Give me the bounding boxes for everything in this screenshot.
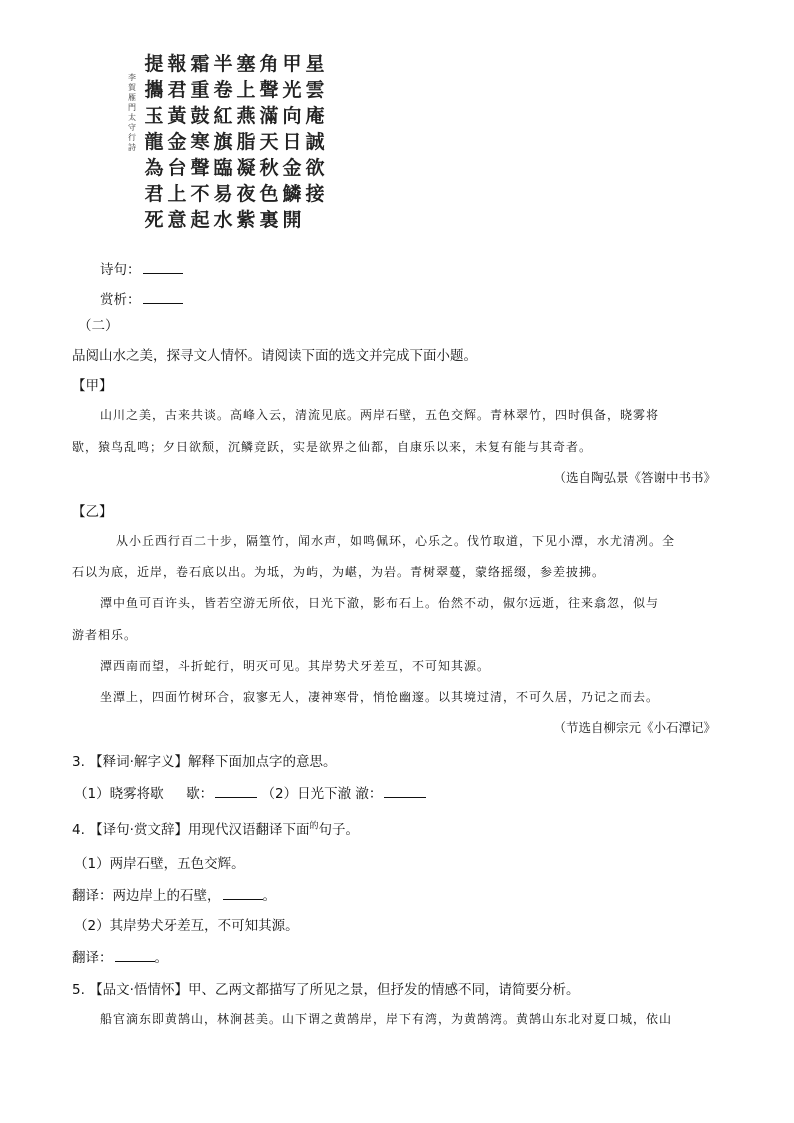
calligraphy-char: 臨 (213, 157, 233, 179)
calligraphy-char: 雲 (305, 79, 325, 101)
intro-text: 品阅山水之美，探寻文人情怀。请阅读下面的选文并完成下面小题。 (72, 348, 477, 364)
calligraphy-char: 夜 (236, 183, 256, 205)
calligraphy-char: 角 (259, 53, 279, 75)
jia-text-line2: 歇，猿鸟乱鸣；夕日欲颓，沉鳞竞跃，实是欲界之仙都，自康乐以来，未复有能与其奇者。 (72, 440, 593, 454)
calligraphy-char: 死 (144, 209, 164, 230)
yi-label: 【乙】 (72, 504, 113, 520)
q4-t1 (72, 884, 276, 904)
poem-label: 诗句： (100, 262, 141, 278)
calligraphy-char: 日 (282, 131, 302, 153)
calligraphy-char: 起 (190, 209, 210, 230)
q4-t2-blank[interactable] (115, 949, 155, 962)
calligraphy-char: 霜 (190, 53, 210, 75)
q3-item1-key: 歇： (186, 786, 214, 802)
calligraphy-char: 龍 (144, 131, 164, 153)
calligraphy-char: 庵 (305, 105, 325, 127)
calligraphy-char: 甲 (282, 53, 302, 75)
yi-source: （节选自柳宗元《小石潭记》 (553, 720, 716, 735)
calligraphy-char: 燕 (236, 105, 256, 127)
calligraphy-char: 水 (213, 209, 233, 230)
calligraphy-char: 裏 (259, 209, 279, 230)
q4-title-b: 句子。 (318, 822, 359, 838)
calligraphy-char: 脂 (236, 131, 256, 153)
calligraphy-char: 旗 (213, 131, 233, 153)
calligraphy-char: 接 (305, 183, 325, 205)
yi-p4: 坐潭上，四面竹树环合，寂寥无人，凄神寒骨，悄怆幽邃。以其境过清，不可久居，乃记之而去。 (100, 690, 660, 704)
poem-answer-blank[interactable] (143, 261, 183, 274)
q4-title (72, 818, 359, 838)
q3-item1-blank[interactable] (215, 785, 257, 798)
q3-item2-key: 澈： (355, 786, 383, 802)
jia-text-line1: 山川之美，古来共谈。高峰入云，清流见底。两岸石壁，五色交辉。青林翠竹，四时俱备，晓雾将 (100, 408, 660, 422)
yi-p1-line2: 石以为底，近岸，卷石底以出。为坻，为屿，为嵁，为岩。青树翠蔓，蒙络摇缀，参差披拂。 (72, 565, 606, 579)
calligraphy-char: 聲 (190, 157, 210, 179)
q5-text: 船官滴东即黄鹄山，林涧甚美。山下谓之黄鹄岸，岸下有湾，为黄鹄湾。黄鹄山东北对夏口城，依山 (100, 1012, 673, 1026)
q3-title: 3. 【释词·解字义】解释下面加点字的意思。 (72, 754, 337, 770)
yi-p2-line1: 潭中鱼可百许头，皆若空游无所依，日光下澈，影布石上。佁然不动，俶尔远逝，往来翕忽，似与 (100, 596, 660, 610)
calligraphy-char: 半 (213, 53, 233, 75)
calligraphy-char: 金 (167, 131, 187, 153)
jia-label: 【甲】 (72, 378, 113, 394)
calligraphy-char: 上 (236, 79, 256, 101)
calligraphy-char: 君 (167, 79, 187, 101)
jia-source: （选自陶弘景《答谢中书书》 (553, 470, 716, 485)
q4-title-sup: 的 (309, 821, 319, 832)
calligraphy-char: 天 (259, 131, 279, 153)
calligraphy-char: 星 (305, 53, 325, 75)
calligraphy-char: 卷 (213, 79, 233, 101)
poem-line-prompt (100, 258, 183, 278)
calligraphy-char: 光 (282, 79, 302, 101)
calligraphy-char: 凝 (236, 157, 256, 179)
section-two-heading: （二） (78, 318, 119, 334)
q4-t1-blank[interactable] (223, 887, 263, 900)
q3-item1: （1）晓雾将歇 (74, 786, 164, 802)
calligraphy-char: 上 (167, 183, 187, 205)
calligraphy-signature-char: 詩 (128, 143, 136, 152)
q5-title: 5. 【品文·悟情怀】甲、乙两文都描写了所见之景，但抒发的情感不同，请简要分析。 (72, 982, 580, 998)
q4-t1-label: 翻译：两边岸上的石壁， (72, 888, 221, 904)
q4-title-a: 4. 【译句·赏文辞】用现代汉语翻译下面 (72, 822, 310, 838)
q4-t2 (72, 946, 168, 966)
q3-items (74, 782, 426, 802)
calligraphy-signature-char: 太 (128, 113, 136, 122)
q4-t2-label: 翻译： (72, 950, 113, 966)
calligraphy-char: 紫 (236, 209, 256, 230)
appreciation-answer-blank[interactable] (143, 291, 183, 304)
calligraphy-char: 塞 (236, 53, 256, 75)
calligraphy-char: 意 (167, 209, 187, 230)
calligraphy-signature-char: 雁 (128, 93, 136, 102)
calligraphy-char: 重 (190, 79, 210, 101)
calligraphy-char: 寒 (190, 131, 210, 153)
yi-p3: 潭西南而望，斗折蛇行，明灭可见。其岸势犬牙差互，不可知其源。 (100, 659, 491, 673)
calligraphy-char: 鱗 (282, 183, 302, 205)
calligraphy-char: 開 (282, 209, 302, 230)
q3-item2: （2）日光下澈 (261, 786, 352, 802)
yi-p1-line1: 从小丘西行百二十步，隔篁竹，闻水声，如鸣佩环，心乐之。伐竹取道，下见小潭，水尤清冽。全 (116, 534, 676, 548)
q4-s1: （1）两岸石壁，五色交辉。 (74, 856, 245, 872)
yi-p2-line2: 游者相乐。 (72, 628, 138, 642)
calligraphy-char: 金 (282, 157, 302, 179)
calligraphy-char: 紅 (213, 105, 233, 127)
calligraphy-char: 攜 (144, 79, 164, 101)
calligraphy-char: 玉 (144, 105, 164, 127)
calligraphy-char: 黃 (167, 105, 187, 127)
q4-t2-end: 。 (154, 950, 168, 966)
calligraphy-signature-char: 門 (128, 103, 136, 112)
calligraphy-char: 色 (259, 183, 279, 205)
q4-s2: （2）其岸势犬牙差互，不可知其源。 (74, 918, 299, 934)
appreciation-label: 赏析： (100, 292, 141, 308)
calligraphy-char: 誠 (305, 131, 325, 153)
q4-t1-end: 。 (262, 888, 276, 904)
calligraphy-signature-char: 守 (128, 123, 136, 132)
calligraphy-char: 欲 (305, 157, 325, 179)
calligraphy-char: 聲 (259, 79, 279, 101)
calligraphy-image (115, 50, 330, 230)
calligraphy-char: 報 (167, 53, 187, 75)
calligraphy-signature-char: 賀 (128, 83, 136, 92)
calligraphy-signature-char: 李 (128, 73, 136, 82)
calligraphy-signature-char: 行 (128, 133, 136, 142)
calligraphy-char: 滿 (259, 105, 279, 127)
calligraphy-char: 秋 (259, 157, 279, 179)
calligraphy-char: 台 (167, 157, 187, 179)
calligraphy-char: 君 (144, 183, 164, 205)
calligraphy-char: 為 (144, 157, 164, 179)
q3-item2-blank[interactable] (384, 785, 426, 798)
calligraphy-char: 提 (144, 53, 164, 75)
calligraphy-char: 不 (190, 183, 210, 205)
appreciation-prompt (100, 288, 183, 308)
calligraphy-char: 向 (282, 105, 302, 127)
calligraphy-char: 鼓 (190, 105, 210, 127)
calligraphy-char: 易 (213, 183, 233, 205)
